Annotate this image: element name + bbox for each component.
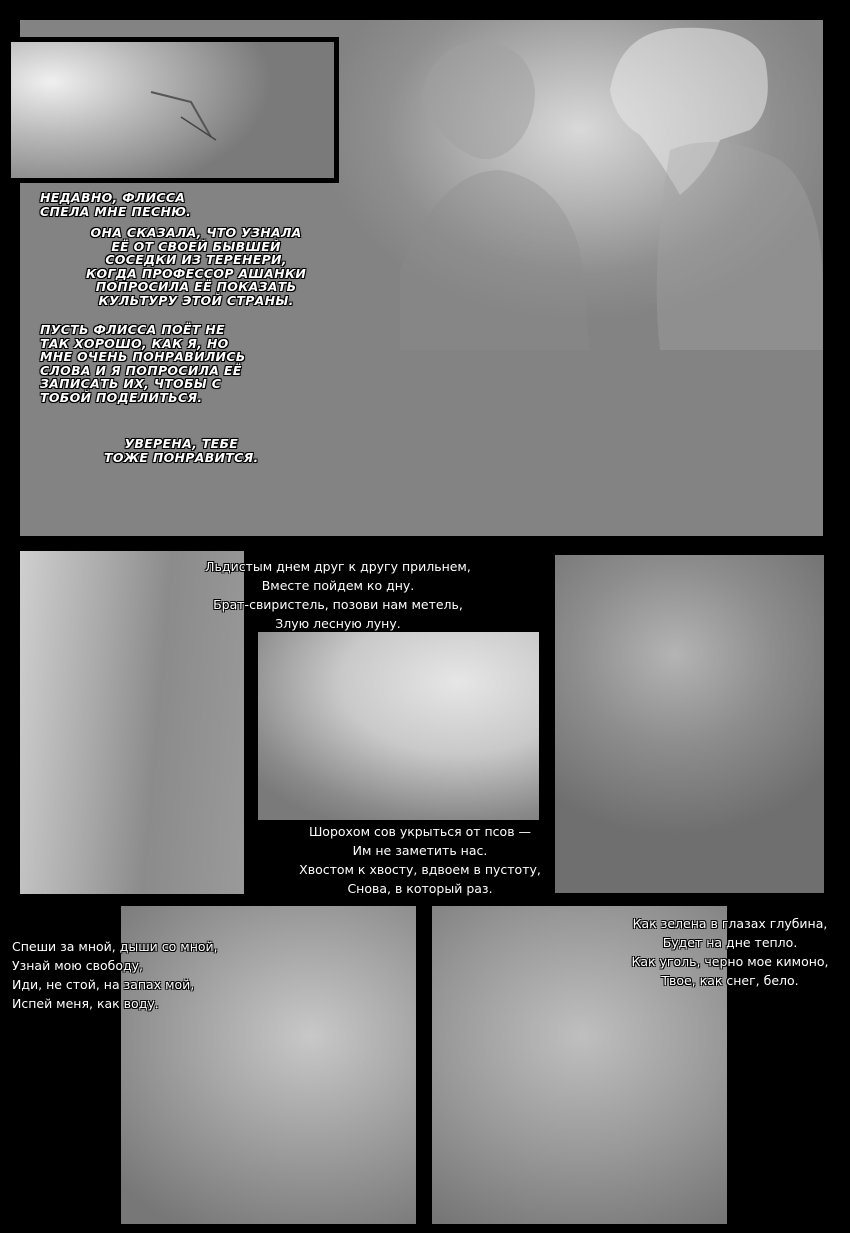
lyric-verse-1: Льдистым днем друг к другу прильнем, Вместе пойдем ко дну. Брат-свиристель, позови нам метель, Злую лесную луну. <box>205 559 471 631</box>
inset-sketch <box>11 42 334 178</box>
lyric-verse-4: Как зелена в глазах глубина, Будет на дне тепло. Как уголь, черно мое кимоно, Твое, как снег, бело. <box>631 916 829 988</box>
caption-1: НЕДАВНО, ФЛИССА СПЕЛА МНЕ ПЕСНЮ. <box>40 190 192 219</box>
caption-2: ОНА СКАЗАЛА, ЧТО УЗНАЛА ЕЁ ОТ СВОЕЙ БЫВШЕЙ СОСЕДКИ ИЗ ТЕРЕНЕРИ, КОГДА ПРОФЕССОР АШАНКИ ПОПРОСИЛА ЕЁ ПОКАЗАТЬ КУЛЬТУРУ ЭТОЙ СТРАНЫ. <box>86 225 307 308</box>
caption-4: УВЕРЕНА, ТЕБЕ ТОЖЕ ПОНРАВИТСЯ. <box>104 436 259 465</box>
panel-row2-right <box>555 555 824 893</box>
panel-row2-center <box>258 632 539 820</box>
lyric-verse-2: Шорохом сов укрыться от псов — Им не заметить нас. Хвостом к хвосту, вдвоем в пустоту, Снова, в который раз. <box>299 824 541 896</box>
caption-3: ПУСТЬ ФЛИССА ПОЁТ НЕ ТАК ХОРОШО, КАК Я, НО МНЕ ОЧЕНЬ ПОНРАВИЛИСЬ СЛОВА И Я ПОПРОСИЛА ЕЁ ЗАПИСАТЬ ИХ, ЧТОБЫ С ТОБОЙ ПОДЕЛИТЬСЯ. <box>40 322 246 405</box>
panel-inset-top-left <box>6 37 339 183</box>
lyric-verse-3: Спеши за мной, дыши со мной, Узнай мою свободу, Иди, не стой, на запах мой, Испей меня, как воду. <box>12 939 218 1011</box>
